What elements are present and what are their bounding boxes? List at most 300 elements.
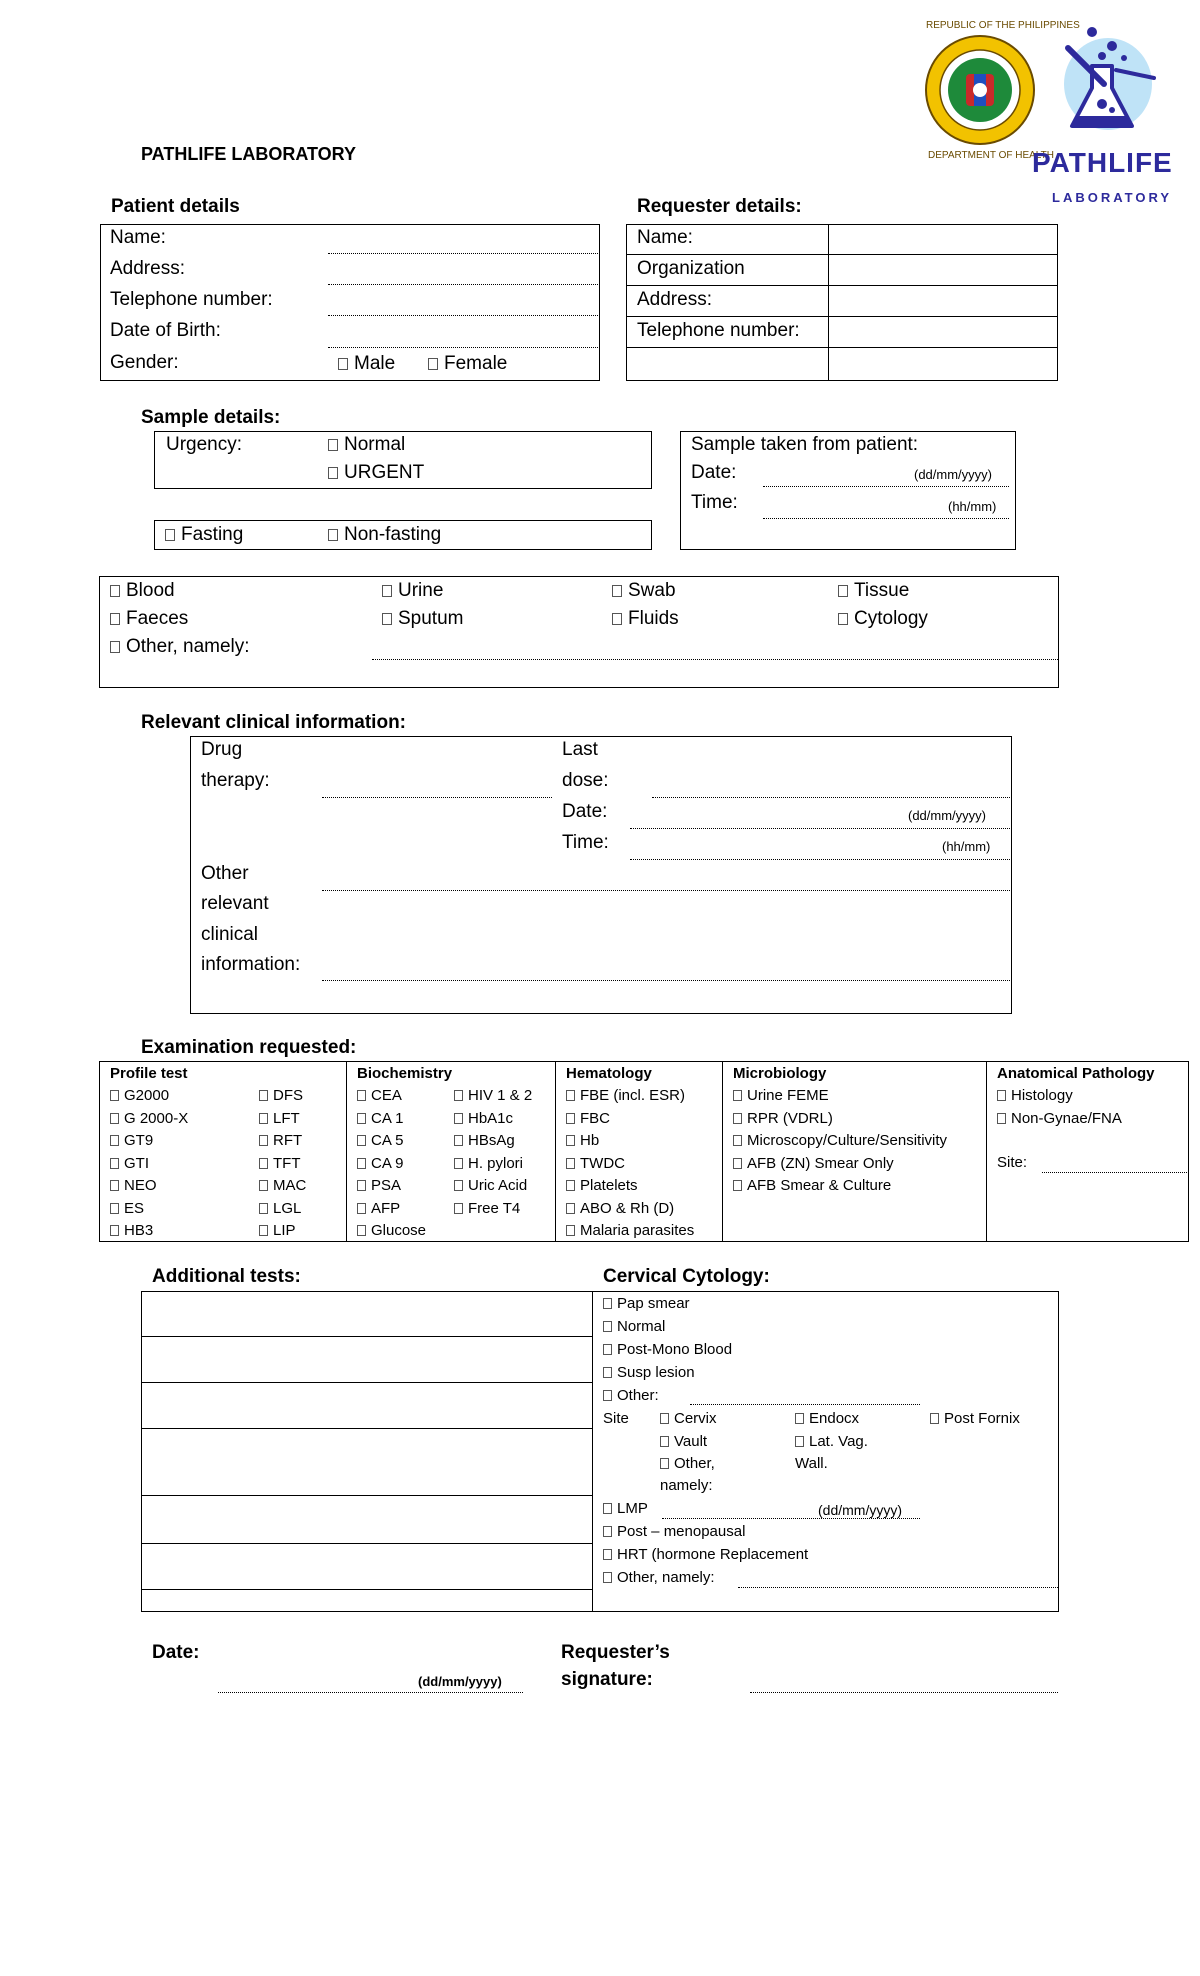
exam-option[interactable]: [733, 1109, 833, 1128]
exam-option[interactable]: [259, 1154, 301, 1173]
additional-test-line-2[interactable]: [142, 1382, 592, 1383]
patient-address-label: Address:: [110, 258, 185, 279]
cerv-lmp-field[interactable]: [662, 1518, 920, 1519]
exam-option[interactable]: [259, 1131, 302, 1150]
cerv-other-namely-label: Other, namely:: [617, 1569, 715, 1586]
exam-option-label: RFT: [273, 1132, 303, 1149]
exam-option[interactable]: [259, 1199, 301, 1218]
exam-option-label: NEO: [124, 1177, 157, 1194]
checkbox-icon[interactable]: [566, 1203, 575, 1214]
exam-option-label: G 2000-X: [124, 1109, 189, 1127]
requester-address-field[interactable]: [830, 287, 1056, 315]
checkbox-icon[interactable]: [454, 1113, 463, 1124]
exam-option[interactable]: [566, 1176, 638, 1195]
checkbox-icon[interactable]: [428, 358, 438, 370]
cerv-lmp-format: (dd/mm/yyyy): [818, 1502, 902, 1518]
exam-option[interactable]: [357, 1221, 426, 1240]
exam-option[interactable]: [566, 1154, 625, 1173]
anatomical-pathology-heading: Anatomical Pathology: [997, 1065, 1155, 1082]
exam-option-label: Platelets: [580, 1177, 638, 1194]
checkbox-icon[interactable]: [838, 613, 848, 625]
checkbox-icon[interactable]: [612, 585, 622, 597]
exam-option-label: HBsAg: [468, 1132, 515, 1149]
gender-male-label: Male: [354, 353, 396, 374]
exam-option-label: Non-Gynae/FNA: [1011, 1109, 1122, 1127]
additional-test-line-3[interactable]: [142, 1428, 592, 1429]
exam-option-label: HIV 1 & 2: [468, 1087, 533, 1104]
specimen-faeces-label: Faeces: [126, 608, 189, 629]
sample-details-heading: Sample details:: [141, 407, 281, 428]
exam-option-label: Free T4: [468, 1199, 521, 1217]
specimen-blood-label: Blood: [126, 580, 175, 601]
sample-time-field[interactable]: [763, 518, 1009, 519]
checkbox-icon[interactable]: [328, 439, 338, 451]
specimen-fluids-label: Fluids: [628, 608, 679, 629]
sample-time-format: (hh/mm): [948, 499, 997, 514]
checkbox-icon[interactable]: [110, 1203, 119, 1214]
requester-name-field[interactable]: [830, 226, 1056, 254]
checkbox-icon[interactable]: [328, 529, 338, 541]
checkbox-icon[interactable]: [603, 1298, 612, 1309]
exam-option-label: Urine FEME: [747, 1087, 829, 1104]
exam-option[interactable]: [110, 1131, 153, 1150]
cerv-lat-vag-option[interactable]: [795, 1432, 868, 1451]
specimen-urine-option[interactable]: [382, 580, 443, 602]
checkbox-icon[interactable]: [733, 1090, 742, 1101]
checkbox-icon[interactable]: [382, 585, 392, 597]
drug-therapy-field[interactable]: [322, 797, 552, 798]
exam-option-label: MAC: [273, 1177, 307, 1194]
exam-option[interactable]: [110, 1221, 153, 1240]
exam-option[interactable]: [997, 1086, 1073, 1105]
specimen-cytology-label: Cytology: [854, 608, 928, 629]
exam-option-label: Histology: [1011, 1087, 1073, 1104]
specimen-swab-option[interactable]: [612, 580, 676, 602]
exam-option-label: Microscopy/Culture/Sensitivity: [747, 1132, 948, 1149]
cerv-normal-label: Normal: [617, 1318, 666, 1335]
patient-telephone-label: Telephone number:: [110, 289, 273, 310]
urgency-label: Urgency:: [166, 434, 243, 455]
checkbox-icon[interactable]: [566, 1090, 575, 1101]
checkbox-icon[interactable]: [110, 1158, 119, 1169]
specimen-other-label: Other, namely:: [126, 636, 250, 657]
urgency-normal-label: Normal: [344, 434, 406, 455]
hematology-heading: Hematology: [566, 1065, 652, 1082]
additional-tests-heading: Additional tests:: [152, 1266, 301, 1287]
checkbox-icon[interactable]: [110, 1113, 119, 1124]
exam-option-label: LGL: [273, 1199, 302, 1217]
patient-dob-field[interactable]: [328, 347, 598, 348]
checkbox-icon[interactable]: [566, 1158, 575, 1169]
cerv-other-field[interactable]: [690, 1404, 920, 1405]
requester-row-line: [627, 285, 1057, 286]
exam-option-label: ES: [124, 1199, 145, 1217]
checkbox-icon[interactable]: [603, 1390, 612, 1401]
footer-date-field[interactable]: [218, 1692, 523, 1693]
cerv-other-namely-option[interactable]: [603, 1568, 715, 1587]
checkbox-icon[interactable]: [566, 1135, 575, 1146]
checkbox-icon[interactable]: [110, 641, 120, 653]
cerv-pap-option[interactable]: [603, 1294, 690, 1313]
requester-row-line: [627, 316, 1057, 317]
checkbox-icon[interactable]: [259, 1225, 268, 1236]
exam-option[interactable]: [454, 1199, 520, 1218]
other-clinical-label-1: Other: [201, 863, 249, 884]
requester-telephone-label: Telephone number:: [637, 320, 800, 341]
footer-date-label: Date:: [152, 1642, 200, 1663]
non-fasting-label: Non-fasting: [344, 524, 442, 545]
cerv-normal-option[interactable]: [603, 1317, 665, 1336]
exam-option[interactable]: [357, 1131, 404, 1150]
urgency-normal-option[interactable]: [328, 434, 405, 456]
exam-option[interactable]: [733, 1086, 829, 1105]
checkbox-icon[interactable]: [357, 1135, 366, 1146]
checkbox-icon[interactable]: [454, 1135, 463, 1146]
checkbox-icon[interactable]: [603, 1572, 612, 1583]
exam-option[interactable]: [733, 1154, 894, 1173]
exam-option[interactable]: [357, 1086, 402, 1105]
exam-option-label: Glucose: [371, 1222, 427, 1239]
requester-organization-label: Organization: [637, 258, 745, 279]
drug-therapy-label-2: therapy:: [201, 770, 270, 791]
checkbox-icon[interactable]: [338, 358, 348, 370]
checkbox-icon[interactable]: [612, 613, 622, 625]
clinical-date-label: Date:: [562, 801, 608, 822]
additional-test-line-6[interactable]: [142, 1589, 592, 1590]
clinical-date-format: (dd/mm/yyyy): [908, 808, 986, 823]
exam-option-label: HbA1c: [468, 1109, 514, 1127]
additional-test-line-1[interactable]: [142, 1336, 592, 1337]
clinical-time-field[interactable]: [630, 859, 1010, 860]
checkbox-icon[interactable]: [328, 467, 338, 479]
patient-telephone-field[interactable]: [328, 315, 598, 316]
exam-option[interactable]: [454, 1154, 523, 1173]
checkbox-icon[interactable]: [930, 1413, 939, 1424]
exam-col-divider: [346, 1061, 347, 1242]
exam-option[interactable]: [454, 1086, 532, 1105]
checkbox-icon[interactable]: [110, 1180, 119, 1191]
exam-option-label: H. pylori: [468, 1154, 524, 1172]
cerv-vault-label: Vault: [674, 1433, 708, 1450]
pathlife-flask-icon: [1050, 26, 1160, 138]
exam-option[interactable]: [566, 1221, 694, 1240]
exam-option[interactable]: [259, 1176, 306, 1195]
other-clinical-label-3: clinical: [201, 924, 259, 945]
requester-signature-field[interactable]: [750, 1692, 1058, 1693]
cerv-post-mono-label: Post-Mono Blood: [617, 1341, 733, 1358]
checkbox-icon[interactable]: [603, 1549, 612, 1560]
checkbox-icon[interactable]: [259, 1203, 268, 1214]
checkbox-icon[interactable]: [660, 1436, 669, 1447]
exam-option[interactable]: [357, 1199, 400, 1218]
cervical-cytology-heading: Cervical Cytology:: [603, 1266, 770, 1287]
additional-test-line-4[interactable]: [142, 1495, 592, 1496]
sample-date-label: Date:: [691, 462, 737, 483]
exam-option[interactable]: [110, 1199, 144, 1218]
sample-time-label: Time:: [691, 492, 738, 513]
patient-dob-label: Date of Birth:: [110, 320, 221, 341]
exam-option-label: FBE (incl. ESR): [580, 1087, 686, 1104]
checkbox-icon[interactable]: [259, 1158, 268, 1169]
doh-seal-bottom-text: DEPARTMENT OF HEALTH: [928, 150, 1054, 161]
cerv-cervix-option[interactable]: [660, 1409, 717, 1428]
exam-col-divider: [722, 1061, 723, 1242]
exam-col-divider: [555, 1061, 556, 1242]
cerv-hrt-option[interactable]: [603, 1545, 808, 1564]
checkbox-icon[interactable]: [660, 1413, 669, 1424]
gender-female-option[interactable]: [428, 353, 507, 375]
checkbox-icon[interactable]: [259, 1180, 268, 1191]
checkbox-icon[interactable]: [357, 1203, 366, 1214]
exam-option[interactable]: [259, 1221, 296, 1240]
last-dose-label-1: Last: [562, 739, 598, 760]
patient-details-heading: Patient details: [111, 196, 240, 217]
cerv-susp-option[interactable]: [603, 1363, 695, 1382]
sample-date-format: (dd/mm/yyyy): [914, 467, 992, 482]
exam-option-label: AFB Smear & Culture: [747, 1177, 892, 1194]
checkbox-icon[interactable]: [259, 1135, 268, 1146]
checkbox-icon[interactable]: [603, 1321, 612, 1332]
specimen-tissue-option[interactable]: [838, 580, 909, 602]
exam-option-label: AFP: [371, 1199, 401, 1217]
sample-taken-heading: Sample taken from patient:: [691, 434, 919, 455]
specimen-faeces-option[interactable]: [110, 608, 188, 630]
exam-option-label: GTI: [124, 1154, 149, 1172]
specimen-fluids-option[interactable]: [612, 608, 679, 630]
checkbox-icon[interactable]: [454, 1203, 463, 1214]
exam-option-label: TWDC: [580, 1154, 625, 1172]
checkbox-icon[interactable]: [997, 1090, 1006, 1101]
patient-name-field[interactable]: [328, 253, 598, 254]
anat-site-field[interactable]: [1042, 1172, 1187, 1173]
specimen-other-field[interactable]: [372, 659, 1058, 660]
requester-name-label: Name:: [637, 227, 693, 248]
specimen-sputum-option[interactable]: [382, 608, 463, 630]
drug-therapy-label-1: Drug: [201, 739, 243, 760]
exam-option[interactable]: [454, 1109, 513, 1128]
exam-requested-heading: Examination requested:: [141, 1037, 357, 1058]
exam-option[interactable]: [997, 1109, 1122, 1128]
doh-seal-top-text: REPUBLIC OF THE PHILIPPINES: [926, 20, 1080, 31]
checkbox-icon[interactable]: [795, 1413, 804, 1424]
additional-cervical-divider: [592, 1291, 593, 1612]
checkbox-icon[interactable]: [454, 1180, 463, 1191]
specimen-blood-option[interactable]: [110, 580, 175, 602]
exam-option[interactable]: [110, 1176, 157, 1195]
checkbox-icon[interactable]: [733, 1113, 742, 1124]
checkbox-icon[interactable]: [357, 1225, 366, 1236]
exam-option[interactable]: [259, 1109, 300, 1128]
exam-option-label: PSA: [371, 1177, 402, 1194]
sample-date-field[interactable]: [763, 486, 1009, 487]
patient-name-label: Name:: [110, 227, 166, 248]
checkbox-icon[interactable]: [454, 1158, 463, 1169]
additional-cervical-box: [141, 1291, 1059, 1612]
cerv-post-fornix-option[interactable]: [930, 1409, 1020, 1428]
checkbox-icon[interactable]: [357, 1158, 366, 1169]
requester-telephone-field[interactable]: [830, 318, 1056, 346]
checkbox-icon[interactable]: [165, 529, 175, 541]
exam-option-label: CA 5: [371, 1132, 404, 1149]
cerv-other-option[interactable]: [603, 1386, 659, 1405]
exam-option[interactable]: [110, 1109, 188, 1128]
exam-option[interactable]: [454, 1131, 515, 1150]
specimen-urine-label: Urine: [398, 580, 444, 601]
checkbox-icon[interactable]: [110, 613, 120, 625]
pathlife-logo-name: PATHLIFE: [1032, 147, 1173, 178]
cerv-post-meno-option[interactable]: [603, 1522, 745, 1541]
biochemistry-heading: Biochemistry: [357, 1065, 453, 1082]
checkbox-icon[interactable]: [660, 1458, 669, 1469]
checkbox-icon[interactable]: [566, 1180, 575, 1191]
exam-option[interactable]: [566, 1086, 685, 1105]
exam-option[interactable]: [110, 1086, 169, 1105]
checkbox-icon[interactable]: [603, 1526, 612, 1537]
exam-option-label: LFT: [273, 1109, 300, 1127]
cerv-lmp-label: LMP: [617, 1500, 648, 1517]
microbiology-heading: Microbiology: [733, 1065, 827, 1082]
exam-option-label: FBC: [580, 1109, 610, 1127]
exam-option[interactable]: [566, 1199, 674, 1218]
requester-row-line: [627, 347, 1057, 348]
checkbox-icon[interactable]: [110, 1135, 119, 1146]
urgency-urgent-option[interactable]: [328, 462, 424, 484]
checkbox-icon[interactable]: [357, 1180, 366, 1191]
other-clinical-field-2[interactable]: [322, 980, 1010, 981]
checkbox-icon[interactable]: [733, 1135, 742, 1146]
doh-seal-logo: [924, 34, 1036, 146]
checkbox-icon[interactable]: [259, 1113, 268, 1124]
exam-option-label: CA 1: [371, 1109, 404, 1127]
cerv-site-label: Site: [603, 1410, 629, 1427]
checkbox-icon[interactable]: [603, 1367, 612, 1378]
exam-option-label: CEA: [371, 1087, 402, 1104]
cerv-other-site-option[interactable]: [660, 1454, 715, 1473]
gender-male-option[interactable]: [338, 353, 395, 375]
other-clinical-label-2: relevant: [201, 893, 269, 914]
patient-gender-label: Gender:: [110, 352, 179, 373]
cerv-cervix-label: Cervix: [674, 1410, 717, 1427]
exam-option-label: Uric Acid: [468, 1177, 528, 1194]
cerv-post-fornix-label: Post Fornix: [944, 1410, 1020, 1427]
footer-date-format: (dd/mm/yyyy): [418, 1674, 502, 1689]
gender-female-label: Female: [444, 353, 508, 374]
checkbox-icon[interactable]: [997, 1113, 1006, 1124]
patient-address-field[interactable]: [328, 284, 598, 285]
requester-signature-label-2: signature:: [561, 1669, 653, 1690]
exam-option-label: Malaria parasites: [580, 1222, 695, 1239]
cerv-susp-label: Susp lesion: [617, 1364, 695, 1381]
cerv-vault-option[interactable]: [660, 1432, 707, 1451]
exam-option-label: ABO & Rh (D): [580, 1199, 675, 1217]
exam-option[interactable]: [566, 1131, 599, 1150]
anat-site-label: Site:: [997, 1154, 1028, 1171]
fasting-option[interactable]: [165, 524, 243, 546]
checkbox-icon[interactable]: [357, 1113, 366, 1124]
cerv-other-label: Other:: [617, 1387, 659, 1404]
exam-option[interactable]: [357, 1154, 404, 1173]
urgency-urgent-label: URGENT: [344, 462, 425, 483]
clinical-info-heading: Relevant clinical information:: [141, 712, 406, 733]
cerv-other-site-label-2: namely:: [660, 1477, 713, 1494]
specimen-sputum-label: Sputum: [398, 608, 464, 629]
cerv-post-meno-label: Post – menopausal: [617, 1523, 746, 1540]
checkbox-icon[interactable]: [795, 1436, 804, 1447]
exam-option[interactable]: [110, 1154, 149, 1173]
exam-option-label: DFS: [273, 1087, 303, 1104]
checkbox-icon[interactable]: [110, 1225, 119, 1236]
cerv-endocx-option[interactable]: [795, 1409, 859, 1428]
exam-option[interactable]: [733, 1131, 947, 1150]
other-clinical-label-4: information:: [201, 954, 301, 975]
cerv-lmp-option[interactable]: [603, 1499, 648, 1518]
other-clinical-field-1[interactable]: [322, 890, 1010, 891]
clinical-date-field[interactable]: [630, 828, 1010, 829]
non-fasting-option[interactable]: [328, 524, 441, 546]
checkbox-icon[interactable]: [454, 1090, 463, 1101]
exam-option-label: HB3: [124, 1222, 154, 1239]
cerv-other-site-label: Other,: [674, 1455, 715, 1472]
clinical-time-format: (hh/mm): [942, 839, 991, 854]
requester-row-line: [627, 254, 1057, 255]
additional-test-line-5[interactable]: [142, 1543, 592, 1544]
exam-option-label: Hb: [580, 1132, 600, 1149]
exam-col-divider: [986, 1061, 987, 1242]
checkbox-icon[interactable]: [357, 1090, 366, 1101]
cerv-pap-label: Pap smear: [617, 1295, 690, 1312]
checkbox-icon[interactable]: [110, 1090, 119, 1101]
checkbox-icon[interactable]: [838, 585, 848, 597]
last-dose-label-2: dose:: [562, 770, 609, 791]
exam-option-label: G2000: [124, 1087, 170, 1104]
cerv-other-namely-field[interactable]: [738, 1587, 1058, 1588]
checkbox-icon[interactable]: [566, 1113, 575, 1124]
exam-option[interactable]: [566, 1109, 610, 1128]
exam-option[interactable]: [357, 1109, 404, 1128]
clinical-time-label: Time:: [562, 832, 609, 853]
exam-option-label: LIP: [273, 1222, 296, 1239]
requester-address-label: Address:: [637, 289, 712, 310]
checkbox-icon[interactable]: [110, 585, 120, 597]
requester-signature-label-1: Requester’s: [561, 1642, 670, 1663]
cerv-lat-vag-label: Lat. Vag.: [809, 1433, 868, 1450]
requester-details-heading: Requester details:: [637, 196, 802, 217]
checkbox-icon[interactable]: [566, 1225, 575, 1236]
checkbox-icon[interactable]: [733, 1158, 742, 1169]
checkbox-icon[interactable]: [603, 1503, 612, 1514]
lab-title: PATHLIFE LABORATORY: [141, 144, 356, 164]
checkbox-icon[interactable]: [733, 1180, 742, 1191]
exam-option[interactable]: [454, 1176, 527, 1195]
checkbox-icon[interactable]: [259, 1090, 268, 1101]
requester-organization-field[interactable]: [830, 256, 1056, 284]
pathlife-logo-sub: LABORATORY: [1052, 190, 1173, 205]
specimen-other-option[interactable]: [110, 636, 250, 658]
last-dose-field[interactable]: [652, 797, 1010, 798]
exam-option-label: CA 9: [371, 1154, 404, 1172]
exam-option-label: GT9: [124, 1132, 154, 1149]
exam-option[interactable]: [259, 1086, 303, 1105]
specimen-tissue-label: Tissue: [854, 580, 910, 601]
profile-test-heading: Profile test: [110, 1065, 188, 1082]
exam-option-label: AFB (ZN) Smear Only: [747, 1154, 894, 1172]
checkbox-icon[interactable]: [382, 613, 392, 625]
checkbox-icon[interactable]: [603, 1344, 612, 1355]
cerv-post-mono-option[interactable]: [603, 1340, 732, 1359]
specimen-cytology-option[interactable]: [838, 608, 928, 630]
exam-option[interactable]: [357, 1176, 401, 1195]
exam-option[interactable]: [733, 1176, 891, 1195]
